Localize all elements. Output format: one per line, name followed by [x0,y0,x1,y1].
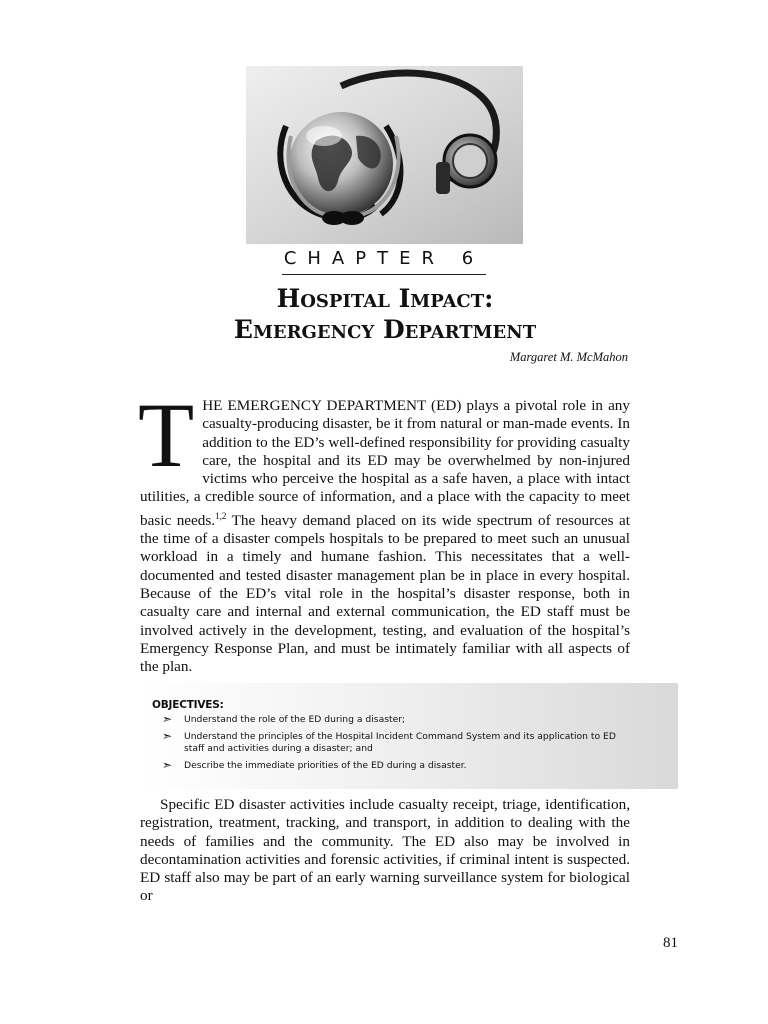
intro-text-continued: The heavy demand placed on its wide spectrum of resources at the time of a disaster compels hospitals to be prepared to meet such an unusual workload in a timely and humane fashion. This necessitates that a well-documented and tested disaster management plan be in place in every hospital. Because of the ED’s vital role in the hospital’s disaster response, both in casualty care and internal and external communication, the ED staff must be involved actively in the development, testing, and evaluation of the hospital’s Emergency Response Plan, and must be intimately familiar with all aspects of the plan. [140,511,630,676]
chapter-label: CHAPTER 6 [282,246,486,275]
page-number: 81 [663,935,678,951]
objectives-list [162,714,632,776]
objective-text: Understand the principles of the Hospital Incident Command System and its application to ED staff and activities during a disaster; and [184,730,616,754]
chapter-title-line-1: Hospital Impact: [276,284,494,313]
arrow-bullet-icon: ➣ [162,712,173,726]
objective-text: Understand the role of the ED during a disaster; [184,714,406,725]
list-item [162,757,632,773]
arrow-bullet-icon: ➣ [162,757,173,772]
list-item [162,728,632,756]
intro-text: HE EMERGENCY DEPARTMENT (ED) plays a pivotal role in any casualty-producing disaster, be it from natural or man-made events. In addition to the ED’s well-defined responsibility for providing casualty care, the hospital and its ED may be overwhelmed by non-injured victims who perceive the hospital as a safe haven, a place with intact utilities, a credible source of information, and a place with the capacity to meet basic needs. [140,397,630,529]
arrow-bullet-icon: ➣ [162,728,173,743]
objectives-box [140,683,678,789]
drop-cap: T [138,384,195,486]
author-name: Margaret M. McMahon [509,350,628,364]
citation-superscript: 1,2 [215,510,227,521]
list-item [162,714,632,727]
objectives-heading: OBJECTIVES: [152,699,224,711]
globe-stethoscope-photo [246,66,523,244]
objective-text: Describe the immediate priorities of the ED during a disaster. [184,759,467,771]
intro-paragraph [138,384,630,677]
chapter-title [140,283,630,345]
chapter-title-line-2: Emergency Department [233,315,537,344]
continuation-paragraph: Specific ED disaster activities include casualty receipt, triage, identification, registration, treatment, tracking, and transport, in addition to dealing with the needs of families and the community. The ED also may be involved in decontamination activities and forensic activities, if criminal intent is suspected. ED staff also may be part of an early warning surveillance system for biological or [140,796,630,905]
